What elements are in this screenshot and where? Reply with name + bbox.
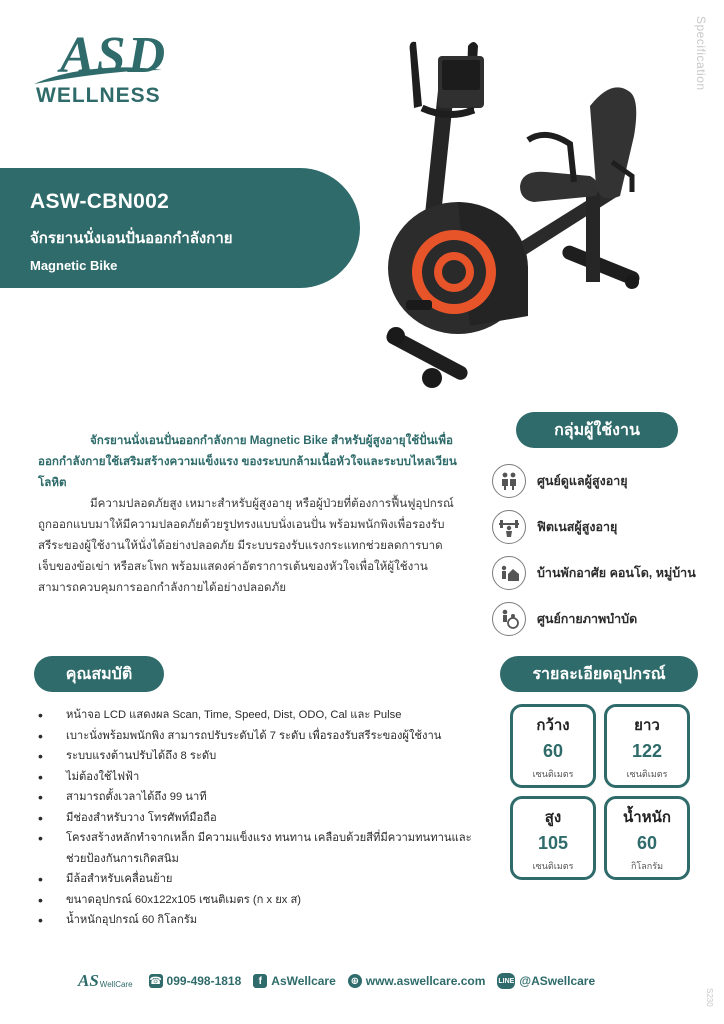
spec-value: 60: [636, 833, 658, 853]
user-item: [492, 504, 712, 550]
user-group-list: [492, 458, 712, 642]
line-icon: LINE: [497, 973, 515, 989]
user-label: บ้านพักอาศัย คอนโด, หมู่บ้าน: [537, 566, 696, 580]
spec-value: 60: [542, 741, 564, 761]
spec-card-width: [510, 704, 596, 788]
recumbent-bike-image: [350, 36, 650, 396]
phone-icon: ☎: [149, 975, 162, 987]
feature-item: • ไม่ต้องใช้ไฟฟ้า: [38, 767, 478, 788]
facebook-text: AsWellcare: [271, 974, 336, 988]
spec-unit: กิโลกรัม: [630, 861, 663, 871]
user-item: [492, 458, 712, 504]
spec-unit: เซนติเมตร: [626, 769, 668, 779]
footer-line[interactable]: [497, 973, 595, 989]
spec-unit: เซนติเมตร: [532, 861, 574, 871]
spec-label: สูง: [544, 809, 562, 826]
feature-item: • มีช่องสำหรับวาง โทรศัพท์มือถือ: [38, 808, 478, 829]
rehab-icon: [492, 602, 526, 636]
feature-item: • มีล้อสำหรับเคลื่อนย้าย: [38, 869, 478, 890]
footer-facebook[interactable]: [253, 974, 335, 988]
spec-value: 122: [631, 741, 663, 761]
logo-text: ASD: [60, 27, 168, 84]
user-item: [492, 596, 712, 642]
description-body: มีความปลอดภัยสูง เหมาะสำหรับผู้สูงอายุ หรือผู้ป่วยที่ต้องการฟื้นฟูอุปกรณ์ถูกออกแบบมาให้มีความปลอดภัยด้วยรูปทรงแบบนั่งเอนปั่น พร้อมพนักพิงเพื่อรองรับสรีระของผู้ใช้งานให้นั่งได้อย่างปลอดภัย มีระบบรองรับแรงกระแทกช่วยลดการบาดเจ็บของข้อเข่า หรือสะโพก พร้อมแสดงค่าอัตราการเต้นของหัวใจเพื่อให้ผู้ใช้งานสามารถควบคุมการออกกำลังกายได้อย่างปลอดภัย: [38, 497, 454, 594]
features-heading: คุณสมบัติ: [34, 656, 164, 692]
features-list: [38, 705, 478, 931]
footer-phone[interactable]: [149, 974, 242, 988]
phone-text: 099-498-1818: [166, 974, 242, 988]
spec-label: กว้าง: [536, 717, 570, 734]
footer-logo-sub: WellCare: [99, 979, 133, 989]
feature-item: • ระบบแรงต้านปรับได้ถึง 8 ระดับ: [38, 746, 478, 767]
fitness-icon: [492, 510, 526, 544]
spec-label: ยาว: [634, 717, 660, 734]
spec-card-height: [510, 796, 596, 880]
description-lead: จักรยานนั่งเอนปั่นออกกำลังกาย Magnetic Bike สำหรับผู้สูงอายุใช้ปั่นเพื่อออกกำลังกายใช้เสริมสร้างความแข็งแรง ของระบบกล้ามเนื้อหัวใจและระบบไหลเวียนโลหิต: [38, 434, 457, 489]
brand-logo: [30, 26, 168, 110]
feature-item: • หน้าจอ LCD แสดงผล Scan, Time, Speed, Dist, ODO, Cal และ Pulse: [38, 705, 478, 726]
title-banner: [0, 168, 360, 288]
feature-item: • น้ำหนักอุปกรณ์ 60 กิโลกรัม: [38, 910, 478, 931]
feature-item: • ขนาดอุปกรณ์ 60x122x105 เซนติเมตร (ก x ยx ส): [38, 890, 478, 911]
product-name-en: Magnetic Bike: [30, 258, 118, 273]
details-heading: รายละเอียดอุปกรณ์: [500, 656, 698, 692]
elderly-care-icon: [492, 464, 526, 498]
feature-item: • สามารถตั้งเวลาได้ถึง 99 นาที: [38, 787, 478, 808]
spec-label: น้ำหนัก: [623, 809, 671, 826]
globe-icon: ⊕: [348, 974, 362, 988]
home-icon: [492, 556, 526, 590]
logo-tagline: WELLNESS: [36, 84, 161, 107]
product-name-th: จักรยานนั่งเอนปั่นออกกำลังกาย: [30, 230, 233, 247]
product-description: [38, 430, 458, 598]
feature-item: • โครงสร้างหลักทำจากเหล็ก มีความแข็งแรง ทนทาน เคลือบด้วยสีที่มีความทนทานและช่วยป้องกันการเกิดสนิม: [38, 828, 478, 869]
footer-website[interactable]: [348, 974, 486, 988]
spec-label: Specification: [694, 16, 708, 91]
user-item: [492, 550, 712, 596]
facebook-icon: f: [253, 974, 267, 988]
feature-item: • เบาะนั่งพร้อมพนักพิง สามารถปรับระดับได้ 7 ระดับ เพื่อรองรับสรีระของผู้ใช้งาน: [38, 726, 478, 747]
footer-contact-bar: [78, 968, 638, 994]
spec-card-length: [604, 704, 690, 788]
users-heading: กลุ่มผู้ใช้งาน: [516, 412, 678, 448]
website-text: www.aswellcare.com: [365, 974, 486, 988]
product-model: ASW-CBN002: [30, 190, 170, 213]
spec-unit: เซนติเมตร: [532, 769, 574, 779]
spec-card-weight: [604, 796, 690, 880]
spec-value: 105: [537, 833, 569, 853]
user-label: ศูนย์ดูแลผู้สูงอายุ: [537, 474, 628, 488]
line-text: @ASwellcare: [519, 974, 596, 988]
footer-logo-text: AS: [78, 971, 99, 990]
user-label: ศูนย์กายภาพบำบัด: [537, 612, 638, 626]
footer-logo: [78, 971, 133, 991]
user-label: ฟิตเนสผู้สูงอายุ: [537, 520, 618, 534]
doc-code: S230: [705, 988, 714, 1007]
